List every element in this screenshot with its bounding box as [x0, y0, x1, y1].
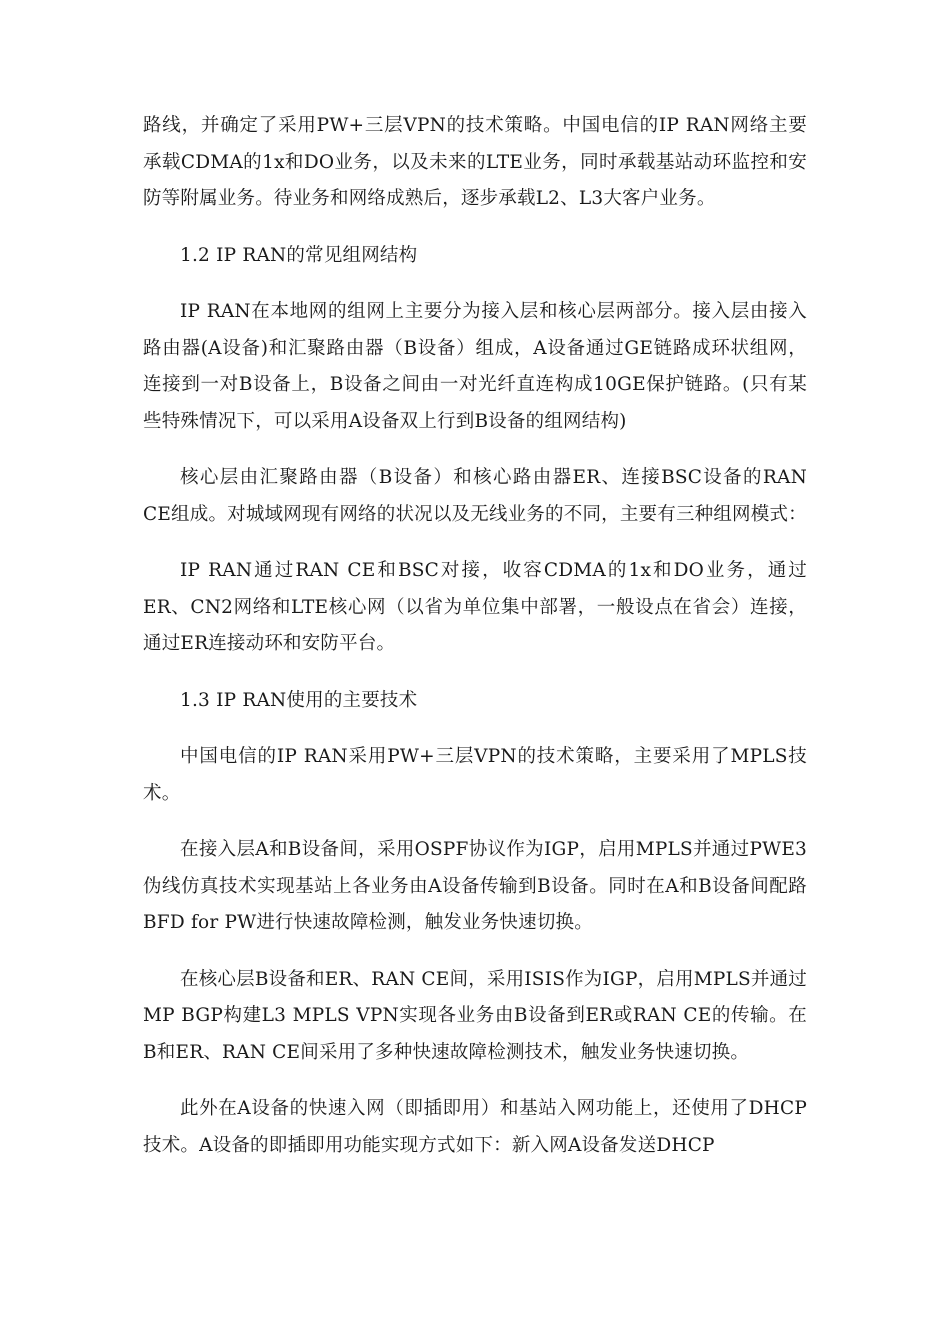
document-page: [143, 108, 807, 1184]
paragraph-dhcp: 此外在A设备的快速入网（即插即用）和基站入网功能上，还使用了DHCP技术。A设备的即插即用功能实现方式如下：新入网A设备发送DHCP: [143, 1098, 807, 1156]
paragraph-network-structure: IP RAN在本地网的组网上主要分为接入层和核心层两部分。接入层由接入路由器(A设备)和汇聚路由器（B设备）组成，A设备通过GE链路成环状组网，连接到一对B设备上，B设备之间由一对光纤直连构成10GE保护链路。(只有某些特殊情况下，可以采用A设备双上行到B设备的组网结构): [143, 301, 807, 432]
paragraph-ipran-connection: IP RAN通过RAN CE和BSC对接，收容CDMA的1x和DO业务，通过ER、CN2网络和LTE核心网（以省为单位集中部署，一般设点在省会）连接，通过ER连接动环和安防平台。: [143, 560, 807, 654]
paragraph-core-technology: 在核心层B设备和ER、RAN CE间，采用ISIS作为IGP，启用MPLS并通过MP BGP构建L3 MPLS VPN实现各业务由B设备到ER或RAN CE的传输。在B和ER、RAN CE间采用了多种快速故障检测技术，触发业务快速切换。: [143, 968, 807, 1063]
paragraph-intro: 路线，并确定了采用PW+三层VPN的技术策略。中国电信的IP RAN网络主要承载CDMA的1x和DO业务，以及未来的LTE业务，同时承载基站动环监控和安防等附属业务。待业务和网络成熟后，逐步承载L2、L3大客户业务。: [143, 115, 807, 209]
section-heading-1-3: 1.3 IP RAN使用的主要技术: [180, 689, 418, 711]
paragraph-core-layer: 核心层由汇聚路由器（B设备）和核心路由器ER、连接BSC设备的RAN CE组成。对城域网现有网络的状况以及无线业务的不同，主要有三种组网模式：: [143, 467, 807, 525]
paragraph-technology-strategy: 中国电信的IP RAN采用PW+三层VPN的技术策略，主要采用了MPLS技术。: [143, 746, 807, 804]
paragraph-access-layer: 在接入层A和B设备间，采用OSPF协议作为IGP，启用MPLS并通过PWE3伪线仿真技术实现基站上各业务由A设备传输到B设备。同时在A和B设备间配路BFD for PW进行快速故障检测，触发业务快速切换。: [143, 839, 807, 933]
section-heading-1-2: 1.2 IP RAN的常见组网结构: [180, 244, 418, 266]
